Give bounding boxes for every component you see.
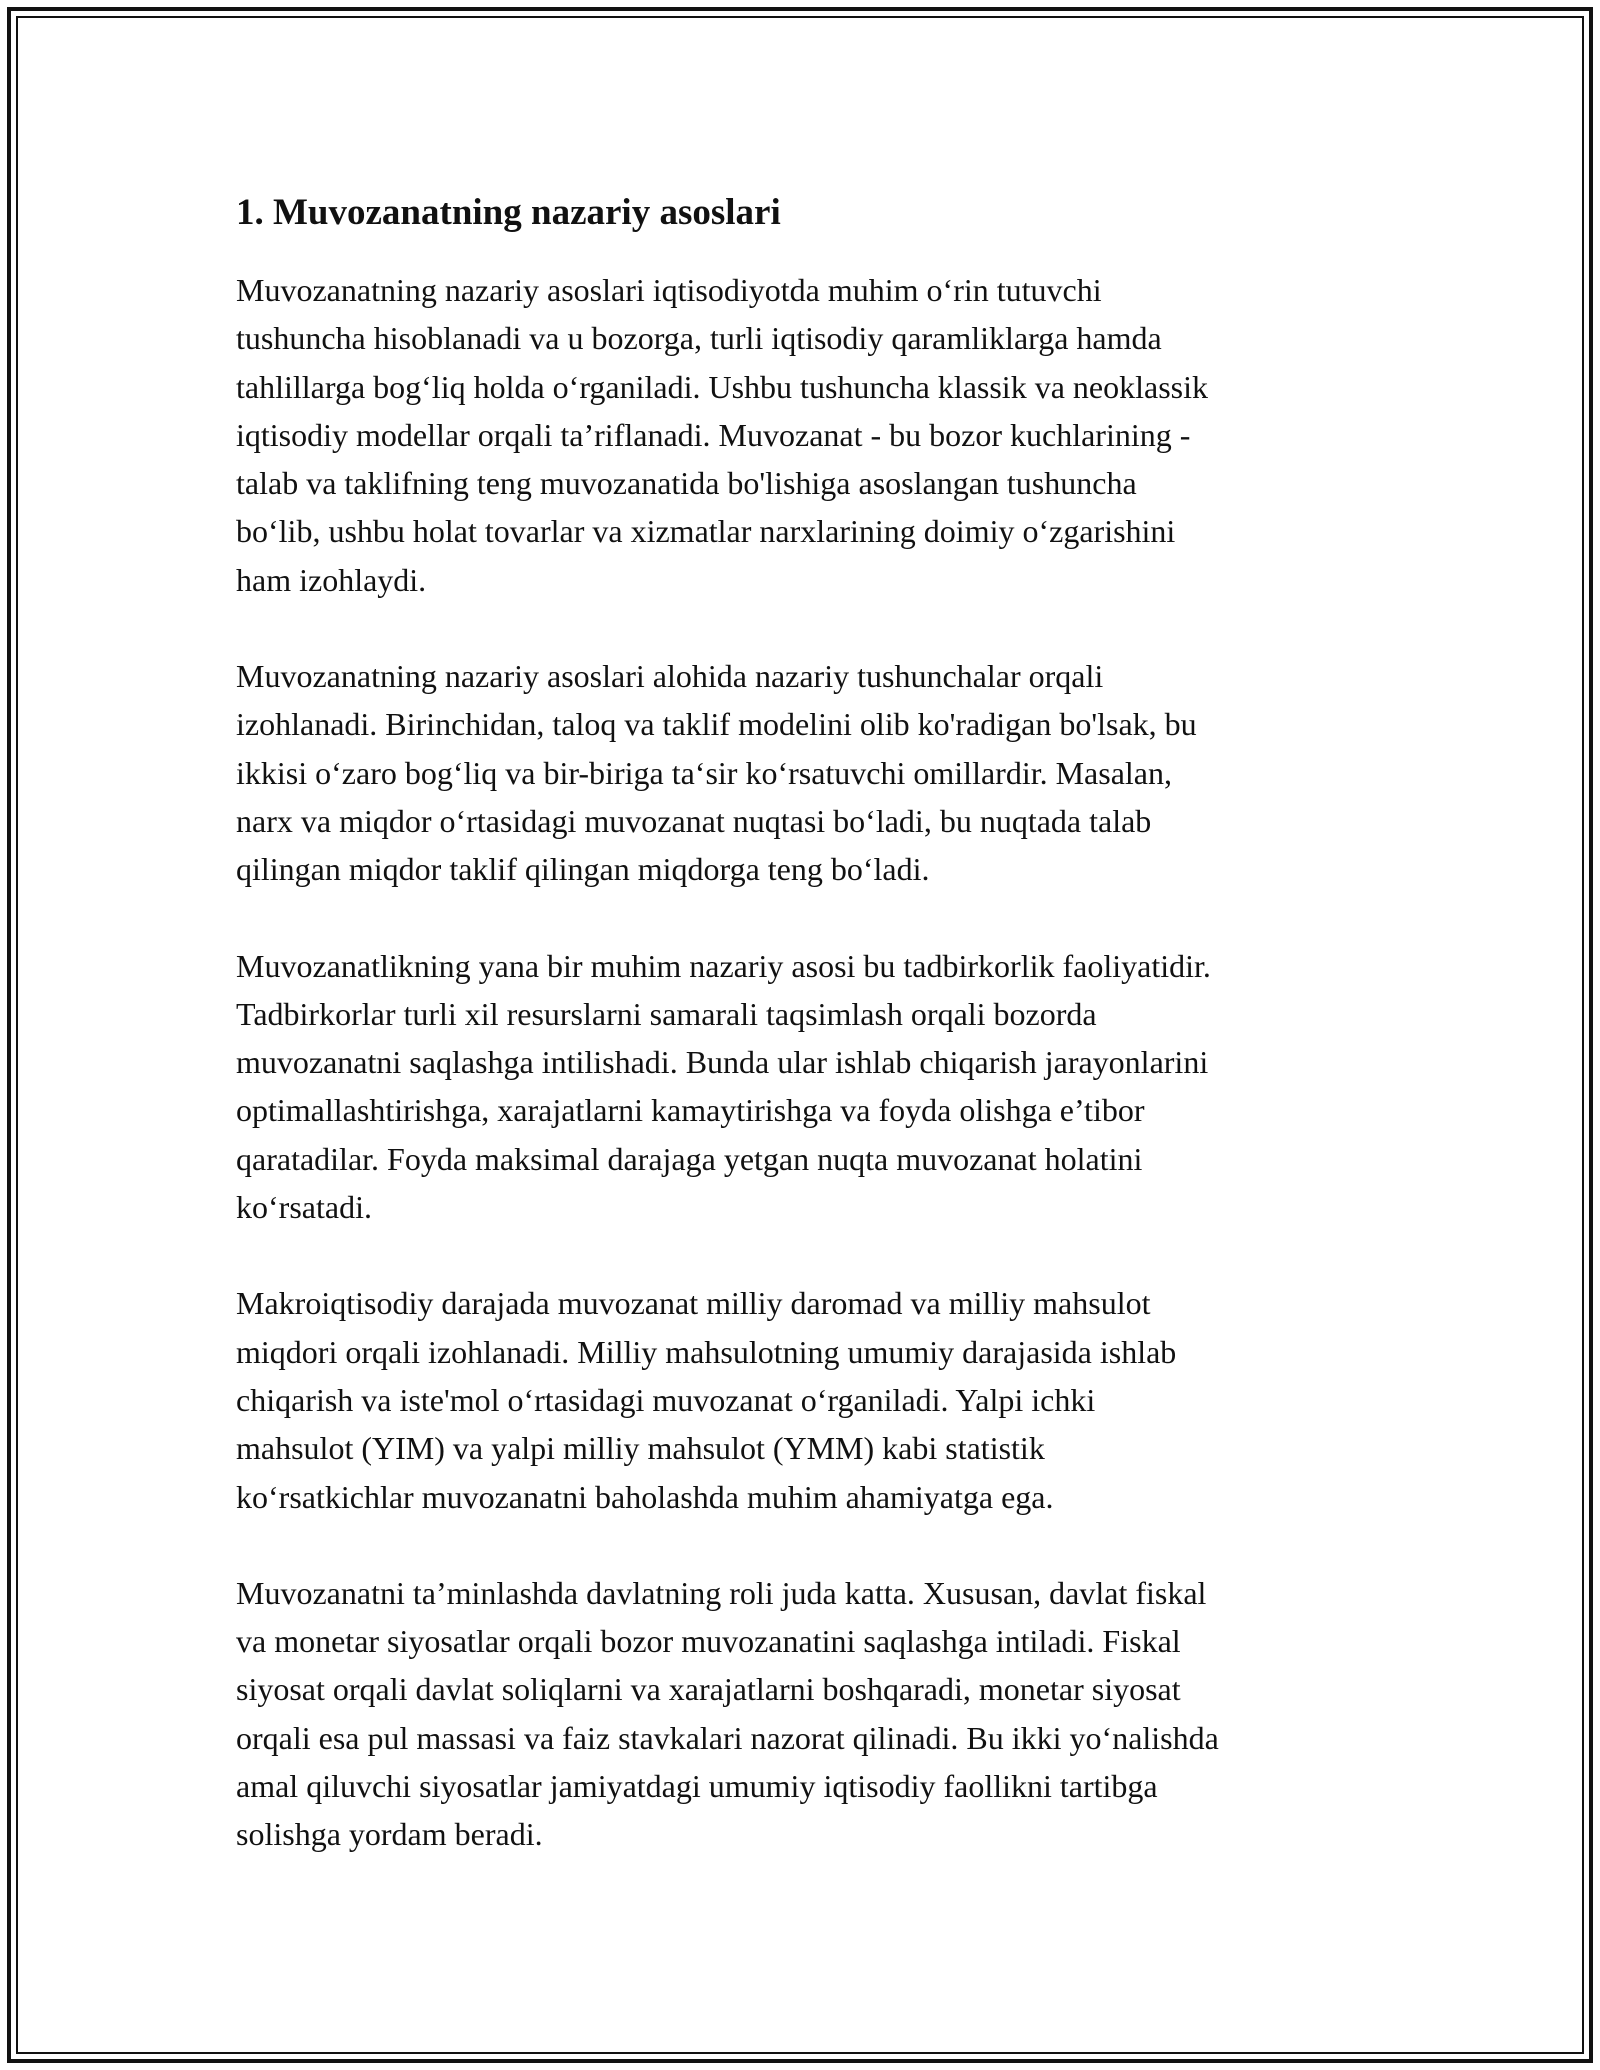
paragraph-4: Makroiqtisodiy darajada muvozanat milliy daromad va milliy mahsulot miqdori orqali izohlanadi. Milliy mahsulotning umumiy darajasida ishlab chiqarish va iste'mol o‘rtasidagi muvozanat o‘rganiladi. Yalpi ichki mahsulot (YIM) va yalpi milliy mahsulot (YMM) kabi statistik ko‘rsatkichlar muvozanatni baholashda muhim ahamiyatga ega. (236, 1285, 1177, 1515)
paragraph-3: Muvozanatlikning yana bir muhim nazariy asosi bu tadbirkorlik faoliyatidir. Tadbirkorlar turli xil resurslarni samarali taqsimlash orqali bozorda muvozanatni saqlashga intilishadi. Bunda ular ishlab chiqarish jarayonlarini optimallashtirishga, xarajatlarni kamaytirishga va foyda olishga e’tibor qaratadilar. Foyda maksimal darajaga yetgan nuqta muvozanat holatini ko‘rsatadi. (236, 947, 1211, 1226)
document-body (236, 186, 1376, 1907)
section-heading: 1. Muvozanatning nazariy asoslari (236, 192, 781, 233)
paragraph-2: Muvozanatning nazariy asoslari alohida nazariy tushunchalar orqali izohlanadi. Birinchidan, taloq va taklif modelini olib ko'radigan bo'lsak, bu ikkisi o‘zaro bog‘liq va bir-biriga ta‘sir ko‘rsatuvchi omillardir. Masalan, narx va miqdor o‘rtasidagi muvozanat nuqtasi bo‘ladi, bu nuqtada talab qilingan miqdor taklif qilingan miqdorga teng bo‘ladi. (236, 658, 1197, 888)
paragraph-5: Muvozanatni ta’minlashda davlatning roli juda katta. Xususan, davlat fiskal va monetar siyosatlar orqali bozor muvozanatini saqlashga intiladi. Fiskal siyosat orqali davlat soliqlarni va xarajatlarni boshqaradi, monetar siyosat orqali esa pul massasi va faiz stavkalari nazorat qilinadi. Bu ikki yo‘nalishda amal qiluvchi siyosatlar jamiyatdagi umumiy iqtisodiy faollikni tartibga solishga yordam beradi. (236, 1574, 1219, 1853)
paragraph-1: Muvozanatning nazariy asoslari iqtisodiyotda muhim o‘rin tutuvchi tushuncha hisoblanadi va u bozorga, turli iqtisodiy qaramliklarga hamda tahlillarga bog‘liq holda o‘rganiladi. Ushbu tushuncha klassik va neoklassik iqtisodiy modellar orqali ta’riflanadi. Muvozanat - bu bozor kuchlarining - talab va taklifning teng muvozanatida bo'lishiga asoslangan tushuncha bo‘lib, ushbu holat tovarlar va xizmatlar narxlarining doimiy o‘zgarishini ham izohlaydi. (236, 272, 1208, 598)
